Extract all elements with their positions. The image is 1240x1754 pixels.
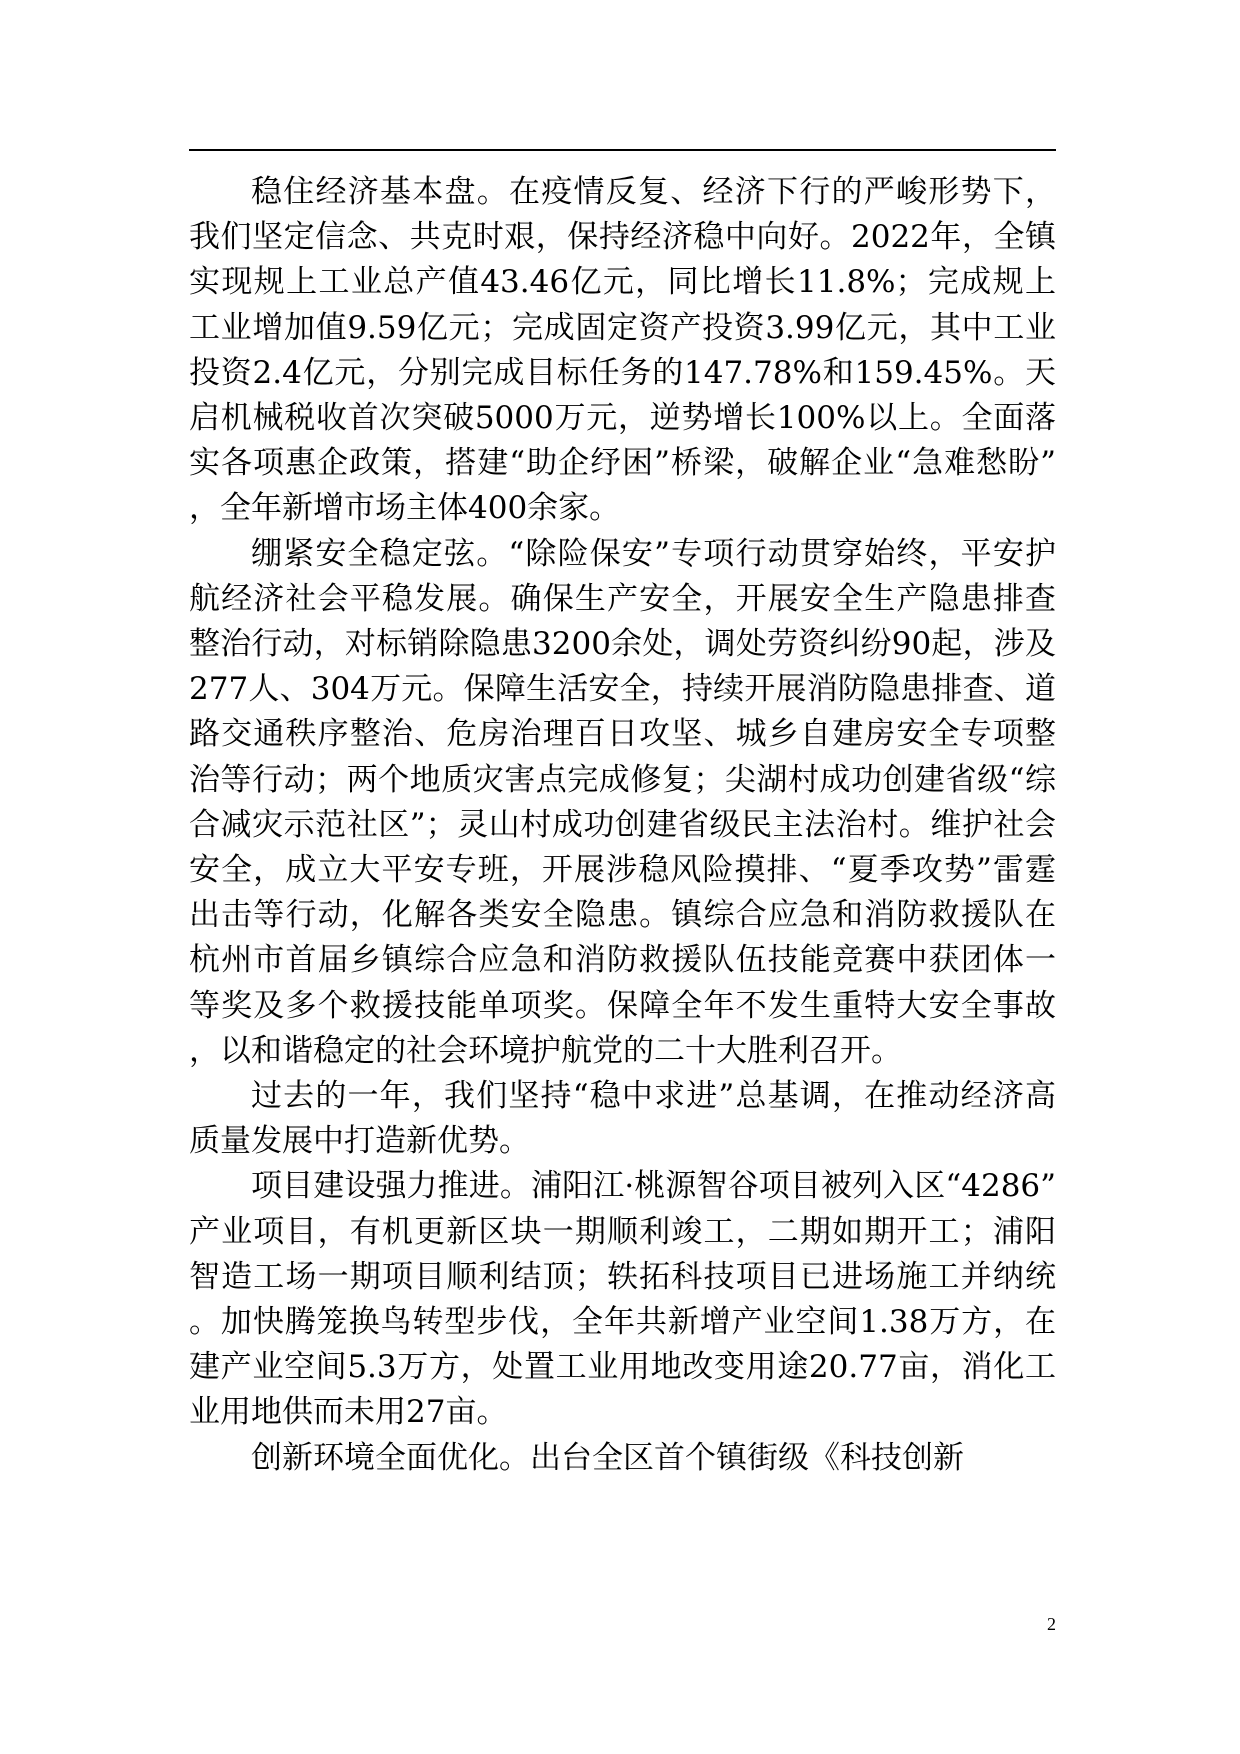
- paragraph-projects: 项目建设强力推进。浦阳江·桃源智谷项目被列入区“4286”产业项目，有机更新区块一期顺利竣工，二期如期开工；浦阳智造工场一期项目顺利结顶；轶拓科技项目已进场施工并纳统。加快腾笼换鸟转型步伐，全年共新增产业空间1.38万方，在建产业空间5.3万方，处置工业用地改变用途20.77亩，消化工业用地供而未用27亩。: [189, 1168, 1056, 1431]
- paragraph-summary: 过去的一年，我们坚持“稳中求进”总基调，在推动经济高质量发展中打造新优势。: [189, 1078, 1056, 1160]
- paragraph-economy: 稳住经济基本盘。在疫情反复、经济下行的严峻形势下，我们坚定信念、共克时艰，保持经济稳中向好。2022年，全镇实现规上工业总产值43.46亿元，同比增长11.8%；完成规上工业增加值9.59亿元；完成固定资产投资3.99亿元，其中工业投资2.4亿元，分别完成目标任务的147.78%和159.45%。天启机械税收首次突破5000万元，逆势增长100%以上。全面落实各项惠企政策，搭建“助企纾困”桥梁，破解企业“急难愁盼”，全年新增市场主体400余家。: [189, 174, 1056, 527]
- paragraph-safety: 绷紧安全稳定弦。“除险保安”专项行动贯穿始终，平安护航经济社会平稳发展。确保生产安全，开展安全生产隐患排查整治行动，对标销除隐患3200余处，调处劳资纠纷90起，涉及277人、304万元。保障生活安全，持续开展消防隐患排查、道路交通秩序整治、危房治理百日攻坚、城乡自建房安全专项整治等行动；两个地质灾害点完成修复；尖湖村成功创建省级“综合减灾示范社区”；灵山村成功创建省级民主法治村。维护社会安全，成立大平安专班，开展涉稳风险摸排、“夏季攻势”雷霆出击等行动，化解各类安全隐患。镇综合应急和消防救援队在杭州市首届乡镇综合应急和消防救援队伍技能竞赛中获团体一等奖及多个救援技能单项奖。保障全年不发生重特大安全事故，以和谐稳定的社会环境护航党的二十大胜利召开。: [189, 535, 1056, 1069]
- page-number: 2: [1047, 1614, 1056, 1634]
- header-rule: [189, 149, 1056, 151]
- body-text: [189, 170, 1056, 1481]
- paragraph-innovation: 创新环境全面优化。出台全区首个镇街级《科技创新: [251, 1439, 964, 1476]
